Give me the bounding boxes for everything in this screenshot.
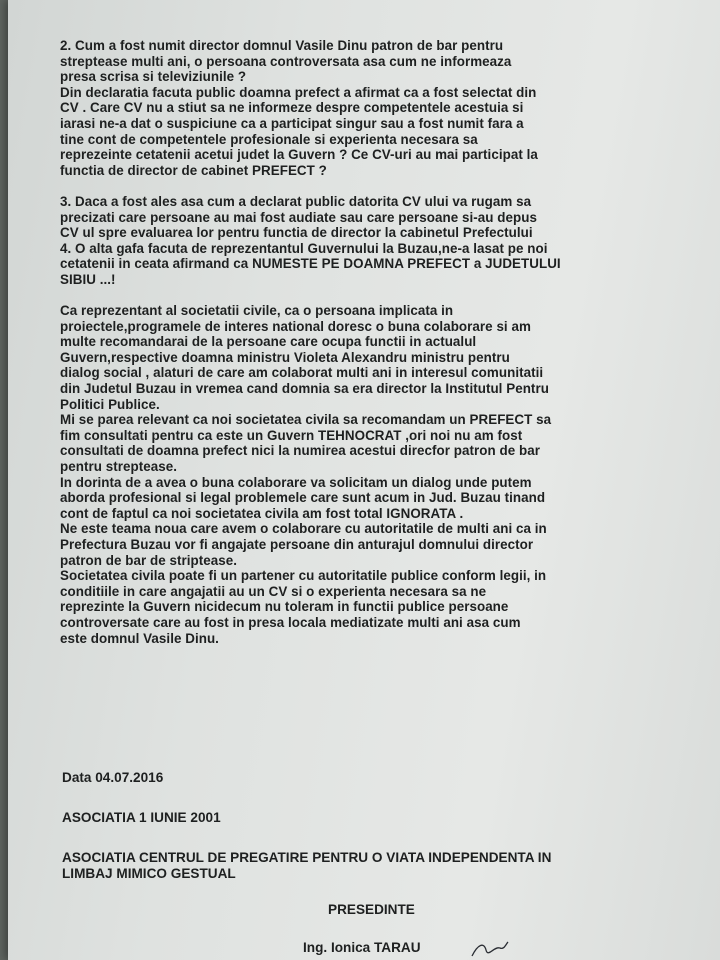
body-text-line: functia de director de cabinet PREFECT ? xyxy=(60,162,327,178)
body-text-line: Societatea civila poate fi un partener cu autoritatile publice conform legii, in xyxy=(60,568,547,584)
body-text-line: cetatenii in ceata afirmand ca NUMESTE PE DOAMNA PREFECT a JUDETULUI xyxy=(60,256,561,272)
body-text-line: SIBIU ...! xyxy=(60,271,116,287)
body-text-line: dialog social , alaturi de care am colaborat multi ani in interesul comunitatii xyxy=(60,365,544,381)
body-text-line: multe recomandarai de la persoane care ocupa functii in actualul xyxy=(60,334,477,350)
signer-role: PRESEDINTE xyxy=(328,902,415,917)
organization-name-2-line-1: ASOCIATIA CENTRUL DE PREGATIRE PENTRU O VIATA INDEPENDENTA IN xyxy=(62,850,552,865)
body-text-line: streptease multi ani, o persoana controversata asa cum ne informeaza xyxy=(60,53,512,69)
body-text-line: Mi se parea relevant ca noi societatea civila sa recomandam un PREFECT sa xyxy=(60,412,552,428)
body-text-line: cont de faptul ca noi societatea civila am fost total IGNORATA . xyxy=(60,505,464,521)
document-page xyxy=(8,0,720,960)
body-text-line: fim consultati pentru ca este un Guvern TEHNOCRAT ,ori noi nu am fost xyxy=(60,427,523,443)
body-text-line: din Judetul Buzau in vremea cand domnia sa era director la Institutul Pentru xyxy=(60,381,549,397)
body-text-line: CV ul spre evaluarea lor pentru functia de director la cabinetul Prefectului xyxy=(60,225,533,241)
body-text-line: Guvern,respective doamna ministru Violeta Alexandru ministru pentru xyxy=(60,349,510,365)
date-line: Data 04.07.2016 xyxy=(62,770,164,785)
signer-name: Ing. Ionica TARAU xyxy=(303,940,421,955)
organization-name-2-line-2: LIMBAJ MIMICO GESTUAL xyxy=(62,866,236,881)
body-text-line: consultati de doamna prefect nici la numirea acestui direcfor patron de bar xyxy=(60,443,540,459)
body-text-line: In dorinta de a avea o buna colaborare va solicitam un dialog unde putem xyxy=(60,474,532,490)
body-text-line: Ne este teama noua care avem o colaborare cu autoritatile de multi ani ca in xyxy=(60,521,547,537)
body-text-line: este domnul Vasile Dinu. xyxy=(60,630,219,646)
letter-body xyxy=(60,38,710,646)
body-text-line: Ca reprezentant al societatii civile, ca o persoana implicata in xyxy=(60,303,454,319)
body-text-line: Politici Publice. xyxy=(60,396,160,412)
organization-name: ASOCIATIA 1 IUNIE 2001 xyxy=(62,810,221,825)
body-text-line: CV . Care CV nu a stiut sa ne informeze despre competentele acestuia si xyxy=(60,100,524,116)
body-text-line: reprezinte la Guvern nicidecum nu toleram in functii publice persoane xyxy=(60,599,509,615)
paragraph-gap xyxy=(60,178,710,194)
body-text-line: reprezeinte cetatenii acetui judet la Guvern ? Ce CV-uri au mai participat la xyxy=(60,147,538,163)
body-text-line: 2. Cum a fost numit director domnul Vasile Dinu patron de bar pentru xyxy=(60,38,504,53)
body-text-line: patron de bar de striptease. xyxy=(60,552,238,568)
body-text-line: precizati care persoane au mai fost audiate sau care persoane si-au depus xyxy=(60,209,537,225)
body-text-line: proiectele,programele de interes national doresc o buna colaborare si am xyxy=(60,318,531,334)
body-text-line: 4. O alta gafa facuta de reprezentantul Guvernului la Buzau,ne-a lasat pe noi xyxy=(60,240,548,256)
body-text-line: 3. Daca a fost ales asa cum a declarat public datorita CV ului va rugam sa xyxy=(60,193,532,209)
handwritten-signature xyxy=(470,938,510,960)
body-text-line: conditiile in care angajatii au un CV si o experienta necesara sa ne xyxy=(60,583,487,599)
body-text-line: tine cont de competentele profesionale si experienta necesara sa xyxy=(60,131,478,147)
body-text-line: presa scrisa si televiziunile ? xyxy=(60,69,247,85)
body-text-line: Din declaratia facuta public doamna prefect a afirmat ca a fost selectat din xyxy=(60,84,537,100)
body-text-line: Prefectura Buzau vor fi angajate persoane din anturajul domnului director xyxy=(60,537,534,552)
body-text-line: iarasi ne-a dat o suspiciune ca a participat singur sau a fost numit fara a xyxy=(60,115,524,131)
body-text-line: aborda profesional si legal problemele care sunt acum in Jud. Buzau tinand xyxy=(60,490,546,506)
body-text-line: controversate care au fost in presa locala mediatizate multi ani asa cum xyxy=(60,614,521,630)
body-text-line: pentru streptease. xyxy=(60,459,177,475)
paragraph-gap xyxy=(60,288,710,304)
